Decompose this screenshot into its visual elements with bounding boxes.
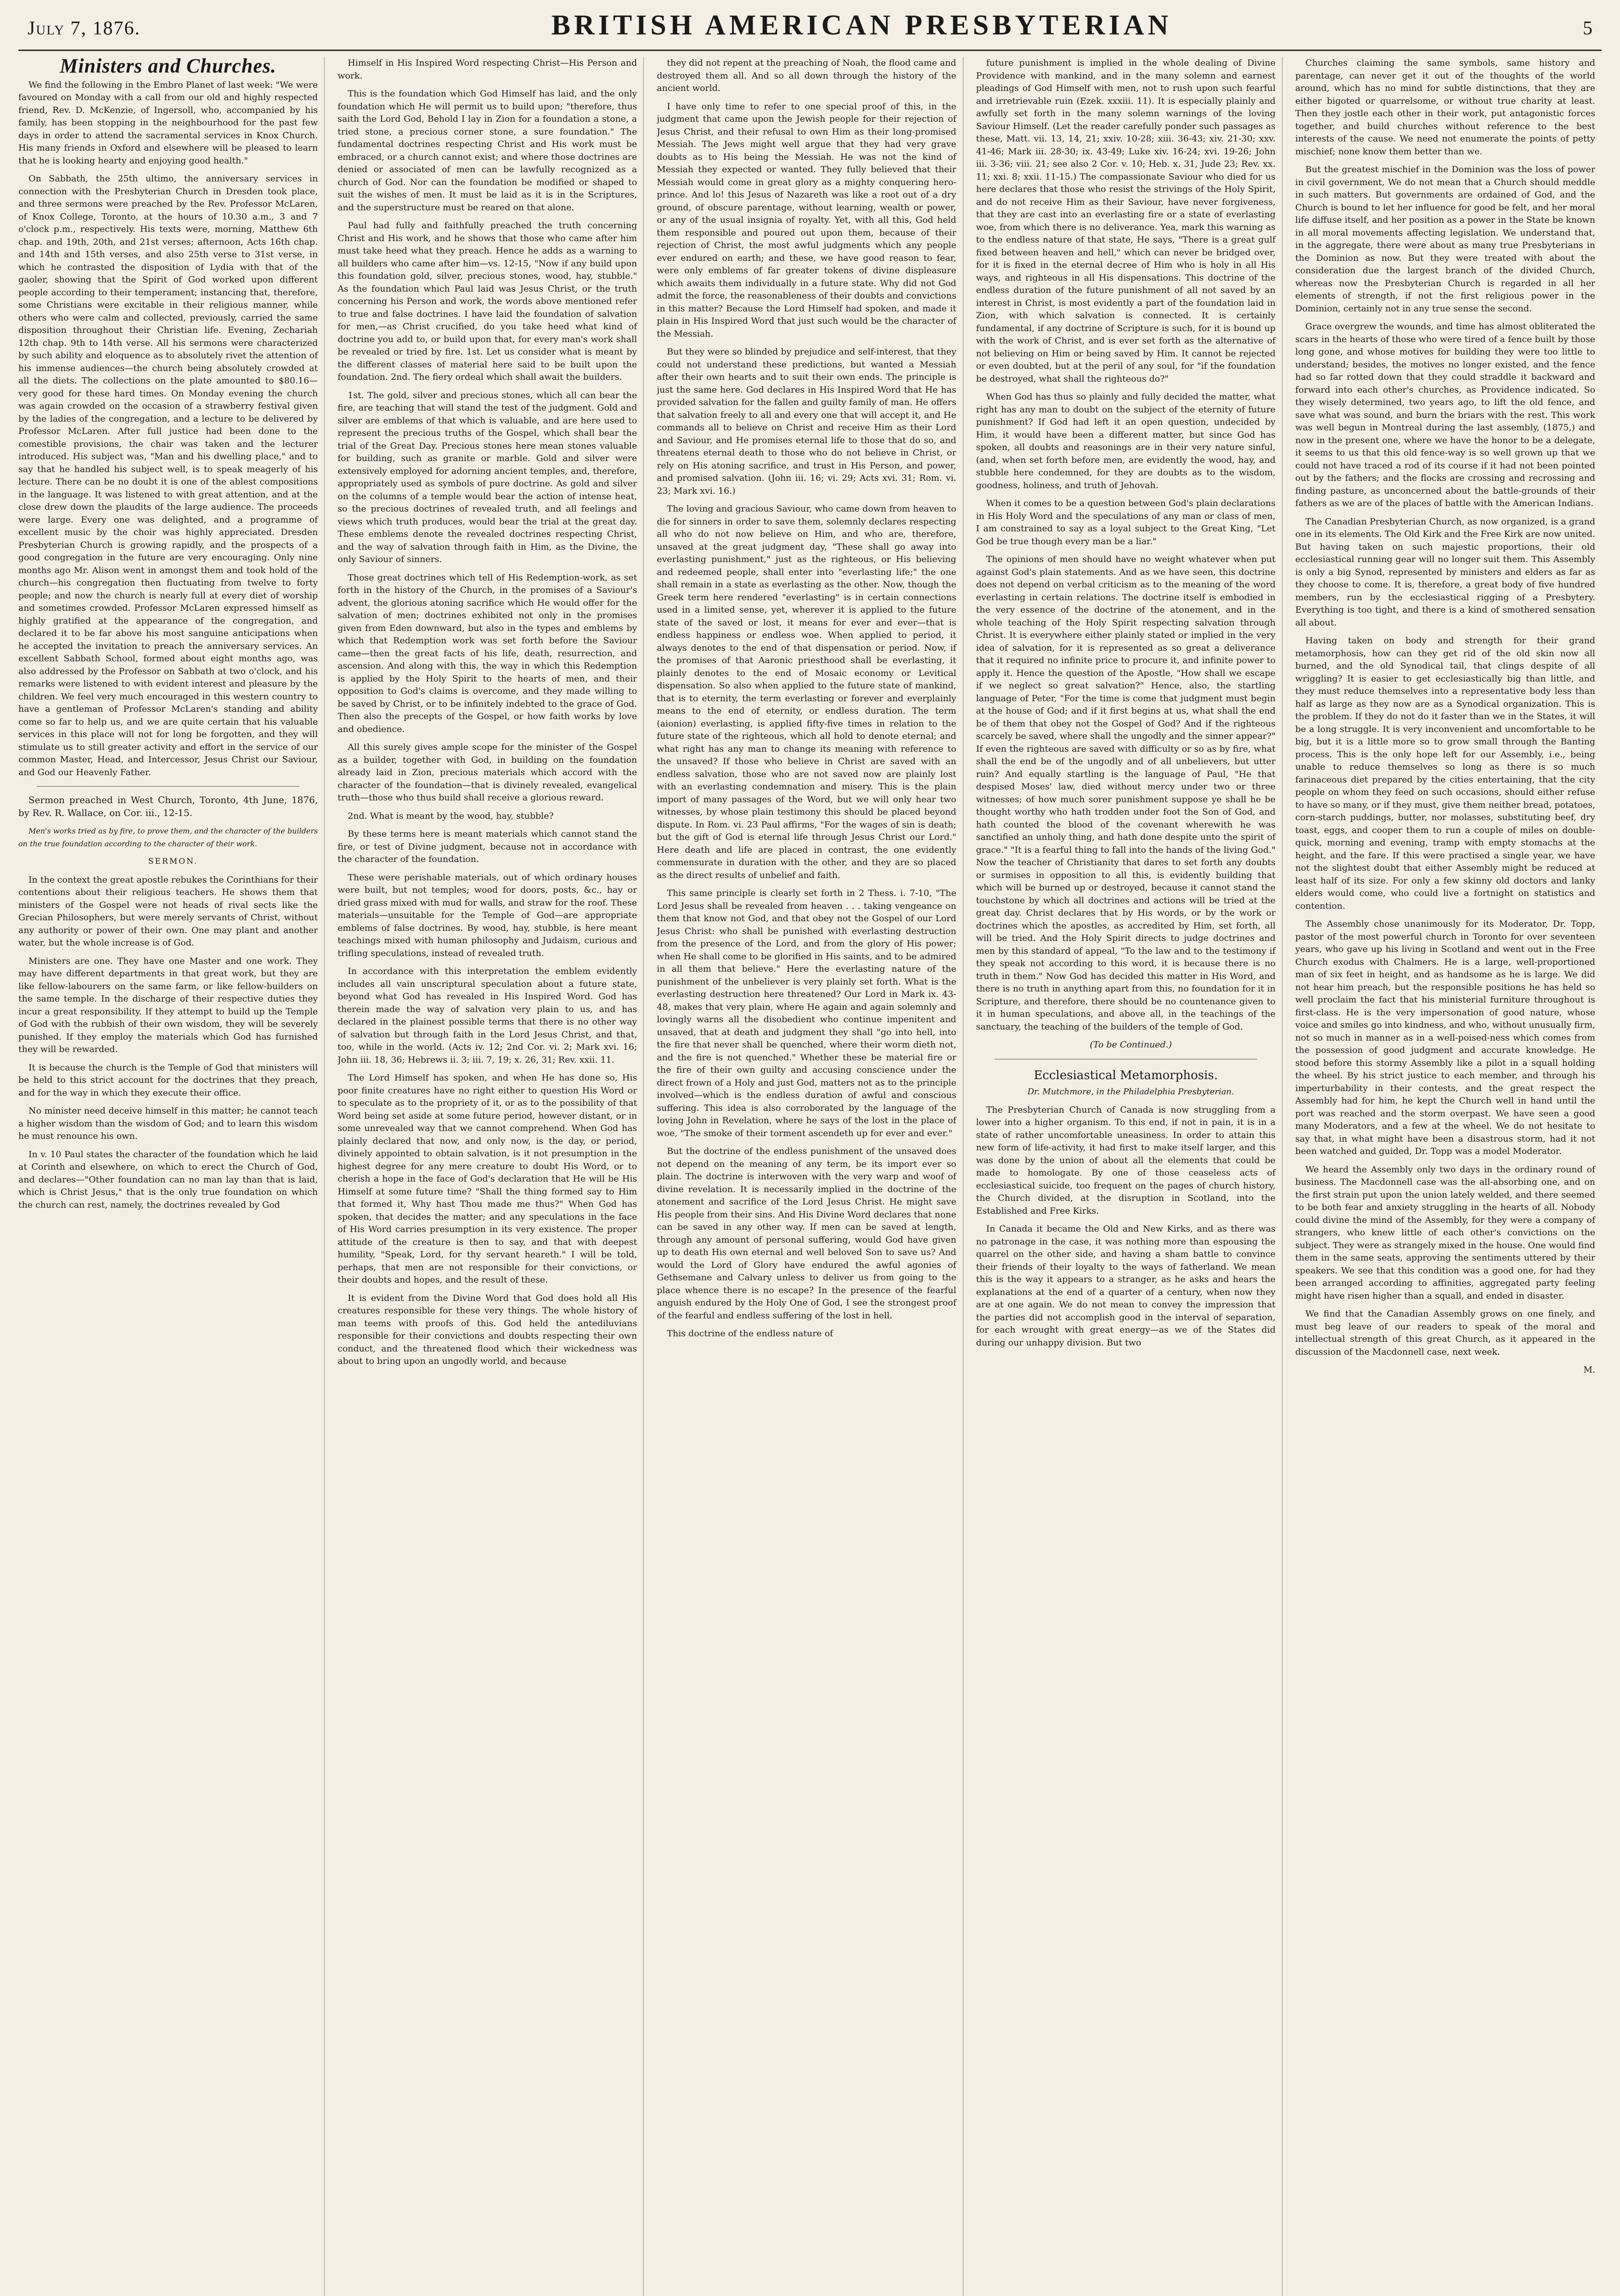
sermon-paragraph: This doctrine of the endless nature of [667,1328,833,1339]
sermon-paragraph: But the doctrine of the endless punishment of the unsaved does not depend on the meaning of any term, be its import ever so plain. The doctrine is interwoven with the very warp and woof of divine revelation. It is necessarily implied in the doctrine of the atonement and sacrifice of the Lord Jesus Christ. He might save His people from their sins. And His Divine Word declares that none can be saved in any other way. If men can be saved at length, through any amount of personal suffering, would God have given up to death His own eternal and well beloved Son to save us? And would the Lord of Glory have endured the awful agonies of Gethsemane and Calvary unless to deliver us from going to the place whence there is no escape? In the presence of the fearful anguish endured by the Holy One of God, I see the strongest proof of the fearful and endless suffering of the lost in hell. [657,1146,956,1321]
column-3 [657,57,963,2296]
sermon-paragraph: In the context the great apostle rebukes the Corinthians for their contentions about their religious teachers. He shows them that ministers of the Gospel were not heads of rival sects like the Grecian Philosophers, but were merely servants of Christ, without any authority or power of their own. One may plant and another water, but the whole increase is of God. [18,874,318,948]
article-paragraph: We find that the Canadian Assembly grows on one finely, and must beg leave of our readers to speak of the moral and intellectual strength of this great Church, as it appeared in the discussion of the Macdonnell case, next week. [1295,1309,1595,1357]
sermon-paragraph: Ministers are one. They have one Master and one work. They may have different departments in that great work, but they are like fellow-labourers on the same farm, or like fellow-builders on the same temple. In the discharge of their respective duties they incur a great responsibility. If they attempt to build up the Temple of God with the rubbish of their own wisdom, they will be severely punished. If they employ the materials which God has furnished they will be rewarded. [18,956,318,1054]
sermon-paragraph: It is evident from the Divine Word that God does hold all His creatures responsible for these very things. The whole history of man teems with proofs of this. God held the antediluvians responsible for their convictions and doubts respecting their own conduct, and the threatened flood which their wickedness was about to bring upon an ungodly world, and because [338,1293,637,1366]
article-paragraph: We heard the Assembly only two days in the ordinary round of business. The Macdonnell case was the all-absorbing one, and on the first strain put upon the union lately welded, and there seemed to be both fear and anxiety struggling in the hearts of all. Nobody could divine the mind of the Assembly, for they were a company of strangers, who knew little of each other's convictions on the subject. They were as strangely mixed in the house. One would find them in the same seats, approving the sentiments uttered by their speakers. We see that this condition was a good one, for had they been arranged according to affinities, aggregated party feeling might have risen higher than a squall, and ended in disaster. [1295,1164,1595,1301]
sermon-paragraph: It is because the church is the Temple of God that ministers will be held to this strict account for the doctrines that they preach, and for the way in which they execute their office. [18,1062,318,1098]
sermon-paragraph: This is the foundation which God Himself has laid, and the only foundation which He will permit us to build upon; "therefore, thus saith the Lord God, Behold I lay in Zion for a foundation a stone, a tried stone, a precious corner stone, a sure foundation." The fundamental doctrines respecting Christ and His work must be embraced, or a church cannot exist; and where those doctrines are denied or associated of men can be lawfully recognized as a church of God. Nor can the foundation be modified or shaped to suit the wishes of men. It must be laid as it is in the Scriptures, and the superstructure must be reared on that alone. [338,89,637,213]
sermon-paragraph: The loving and gracious Saviour, who came down from heaven to die for sinners in order to save them, solemnly declares respecting all who do not now believe on Him, and who are, therefore, unsaved at the great judgment day, "These shall go away into everlasting punishment," just as the righteous, or His believing and redeemed people, shall enter into "everlasting life;" the one shall remain in a state as everlasting as the other. Now, though the Greek term here rendered "everlasting" is in certain connections used in a limited sense, yet, wherever it is applied to the future state of the saved or lost, it means for ever and ever—that is endless happiness or endless woe. When applied to period, it always denotes to the end of that dispensation or period. Now, if the promises of that Aaronic priesthood shall be everlasting, it plainly denotes to the end of Mosaic economy or Levitical dispensation. So also when applied to the future state of mankind, that is to eternity, the term everlasting or forever and everplainly means to the end of eternity, or endless duration. The term (aionion) everlasting, is applied fifty-five times in relation to the future state of the righteous, which all hold to denote eternal; and what right has any man to change its meaning with reference to the unsaved? If those who believe in Christ are saved with an endless salvation, those who are not saved now are plainly lost with an everlasting condemnation and misery. This is the plain import of many passages of the Word, but we will only hear two witnesses, by whose plain testimony this should be placed beyond dispute. In Rom. vi. 23 Paul affirms, "For the wages of sin is death; but the gift of God is eternal life through Jesus Christ our Lord." Here death and life are placed in contrast, the one evidently commensurate in duration with the other, and they are so placed as the direct results of unbelief and faith. [657,504,956,880]
masthead-rule [18,50,1602,51]
sermon-paragraph: In v. 10 Paul states the character of the foundation which he laid at Corinth and elsewhere, on which to erect the Church of God, and declares—"Other foundation can no man lay than that is laid, which is Christ Jesus," that is the only true foundation on which the church can rest, namely, the doctrines revealed by God [18,1149,318,1210]
sermon-paragraph: By these terms here is meant materials which cannot stand the fire, or test of Divine judgment, because not in accordance with the character of the foundation. [338,829,637,864]
article-paragraph: But the greatest mischief in the Dominion was the loss of power in civil government, We do not mean that a Church should meddle in such matters. But governments are ordained of God, and the Church is bound to let her influence for good be felt, and her moral life diffuse itself, and her position as a power in the State be known in all moral movements affecting legislation. We understand that, in the aggregate, there were about as many true Presbyterians in the Dominion as now. But they were treated with about the consideration due the largest branch of the divided Church, whereas now the Presbyterian Church is regarded in all her elements of strength, if not the first religious power in the Dominion, certainly not in any true sense the second. [1295,164,1595,314]
article-paragraph: Churches claiming the same symbols, same history and parentage, can never get it out of the thoughts of the world around, which has no mind for subtle distinctions, that they are either bigoted or quarrelsome, or without true charity at least. Then they jostle each other in their work, put antagonistic forces together, and build churches without reference to the best interests of the cause. We need not enumerate the points of petty mischief; none know them better than we. [1295,58,1595,157]
article-paragraph: Having taken on body and strength for their grand metamorphosis, how can they get rid of the old skin now all burned, and the old Synodical tail, that clings despite of all wriggling? It is easier to get ecclesiastically big than little, and they must reduce themselves into a representative body less than half as large as they now are as a Synodical organization. This is the problem. If they do not do it faster than we in the States, it will be a long struggle. It is very inconvenient and uncomfortable to be big, but it is a little more so to grow small through the Banting process. This is the only hope left for our Assembly, i.e., being unable to reduce themselves so long as there is so much farinaceous diet prepared by the cities entertaining, that the city people on whom they feed on such occasions, should either refuse to have so many, or if they must, give them neither bread, potatoes, corn-starch puddings, butter, nor molasses, substituting beef, dry toast, eggs, and cooper them to run a couple of miles on double-quick, morning and evening, tramp with empty stomachs at the height, and the fare. If this were practised a single year, we have not the slightest doubt that either Assembly might be reduced at least half of its size. For only a few skinny old doctors and lanky elders would come, who could live a fortnight on statistics and contention. [1295,636,1595,911]
sermon-paragraph: This same principle is clearly set forth in 2 Thess. i. 7-10, "The Lord Jesus shall be revealed from heaven . . . taking vengeance on them that know not God, and that obey not the Gospel of our Lord Jesus Christ: who shall be punished with everlasting destruction from the presence of the Lord, and from the glory of His power; when He shall come to be glorified in His saints, and to be admired in all them that believe." Here the everlasting nature of the punishment of the unbeliever is very plainly set forth. What is the everlasting destruction here threatened? Our Lord in Mark ix. 43-48, makes that very plain, where He again and again solemnly and lovingly warns all the disobedient who continue impenitent and unsaved, that at death and judgment they shall "go into hell, into the fire that never shall be quenched, where their worm dieth not, and the fire is not quenched." Whether these be material fire or the fire of their own guilty and accusing conscience under the direct frown of a Holy and just God, matters not as to the principle involved—which is the endless duration of awful and conscious suffering. This idea is also corroborated by the language of the loving John in Revelation, where he says of the lost in the place of woe, "The smoke of their torment ascendeth up for ever and ever." [657,888,956,1138]
sermon-paragraph: future punishment is implied in the whole dealing of Divine Providence with mankind, and in the many solemn and earnest pleadings of God Himself with men, not to rush upon such fearful and irretrievable ruin (Ezek. xxxiii. 11). It is especially plainly and awfully set forth in the many solemn warnings of the loving Saviour Himself. (Let the reader carefully ponder such passages as these, Matt. vii. 13, 14, 21; xxiv. 10-28; xiii. 36-43; xiv. 21-30; xxv. 41-46; Mark iii. 28-30; ix. 43-49; Luke xiv. 16-24; xvi. 19-26; John iii. 3-36; viii. 21; see also 2 Cor. v. 10; Heb. x. 31, Jude 23; Rev. xx. 11; xxi. 8; xxii. 11-15.) The compassionate Saviour who died for us here declares that those who resist the strivings of the Holy Spirit, and do not receive Him as their Saviour, have never forgiveness, that they are cast into an everlasting fire or a state of everlasting woe, from which there is no deliverance. Yea, mark this warning as to the endless nature of that state, He says, "There is a great gulf fixed between heaven and hell," which can never be bridged over, for it is fixed in the eternal decree of Him who is holy in all His ways, and righteous in all His dispensations. This doctrine of the endless duration of the future punishment of all not saved by an interest in Christ, is most evidently a part of the foundation laid in Zion, with which salvation is connected. It is certainly fundamental, if any doctrine of Scripture is such, for it is bound up with the work of Christ, and is ever set forth as the alternative of not believing on Him or being saved by Him. It cannot be rejected or even doubted, but at the peril of any soul, for "if the foundation be destroyed, what shall the righteous do?" [976,58,1276,384]
sermon-paragraph: When God has thus so plainly and fully decided the matter, what right has any man to doubt on the subject of the eternity of future punishment? If God had left it an open question, undecided by Him, it would have been a different matter, but since God has spoken, all doubts and reasonings are in their very nature sinful, (and, when set forth before men, are evidently the wood, hay, and stubble here condemned, for they are doubts as to the wisdom, goodness, holiness, and truth of Jehovah. [976,392,1276,490]
sermon-paragraph: Paul had fully and faithfully preached the truth concerning Christ and His work, and he shows that those who came after him must take heed what they preach. Hence he adds as a warning to all builders who came after him—vs. 12-15, "Now if any build upon this foundation gold, silver, precious stones, wood, hay, stubble." As the foundation which Paul laid was Jesus Christ, or the truth concerning his Person and work, the words above mentioned refer to true and false doctrines. I have laid the foundation of salvation for men,—as Christ crucified, do you take heed what kind of doctrine you add to, or build upon that, for every man's work shall be revealed or tried by fire. 1st. Let us consider what is meant by the different classes of material here said to be built upon the foundation. 2nd. The fiery ordeal which shall await the builders. [338,220,637,382]
sermon-paragraph: The Lord Himself has spoken, and when He has done so, His poor finite creatures have no right either to question His Word or to speculate as to the propriety of it, or as to the possibility of that Word being set aside at some future period, however distant, or in some unrevealed way that we cannot comprehend. When God has plainly declared that now, and only now, is the day, or period, divinely appointed to obtain salvation, is it not presumption in the highest degree for any mere creature to doubt His Word, or to cherish a hope in the face of God's declaration that He will be His Himself at some future time? "Shall the thing formed say to Him that formed it, Why hast Thou made me thus?" When God has spoken, that decides the matter; and any speculations in the face of His Word carries presumption in its very existence. The proper attitude of the creature is then to say, and that with deepest humility, "Speak, Lord, for thy servant heareth." I will be told, perhaps, that men are not responsible for their convictions, or their doubts and hopes, and the result of these. [338,1073,637,1285]
paper-title: BRITISH AMERICAN PRESBYTERIAN [551,10,1172,41]
masthead [28,9,1592,46]
sermon-paragraph: When it comes to be a question between God's plain declarations in His Holy Word and the speculations of any man or class of men, I am constrained to say as a loyal subject to the Great King, "Let God be true though every man be a liar." [976,498,1276,546]
column-divider [37,786,299,787]
sermon-paragraph: The opinions of men should have no weight whatever when put against God's plain statements. And as we have seen, this doctrine does not depend on verbal criticism as to the meaning of the word everlasting in certain relations. The doctrine itself is embodied in the very essence of the doctrine of the atonement, and in the whole teaching of the Holy Spirit respecting salvation through Christ. It is everywhere either plainly stated or implied in the very idea of salvation, for it is represented as so great a deliverance that it required no infinite price to procure it, and infinite power to apply it. Hence the question of the Apostle, "How shall we escape if we neglect so great salvation?" Hence, also, the startling language of Peter, "For the time is come that judgment must begin at the house of God; and if it first begins at us, what shall the end be of them that obey not the Gospel of God? And if the righteous scarcely be saved, where shall the ungodly and the sinner appear?" If even the righteous are saved with difficulty or so as by fire, what shall the end be of the ungodly and of all unbelievers, but utter ruin? And equally startling is the language of Paul, "He that despised Moses' law, died without mercy under two or three witnesses; of how much sorer punishment suppose ye shall he be thought worthy who hath trodden under foot the Son of God, and hath counted the blood of the covenant wherewith he was sanctified an unholy thing, and hath done despite unto the spirit of grace." "It is a fearful thing to fall into the hands of the living God." Now the teacher of Christianity that dares to set forth any doubts or surmises in opposition to all this, is evidently building that which will be burned up or destroyed, because it cannot stand the touchstone by which all doctrines and actions will be tried at the great day. Christ declares that by His words, or by the work or doctrines which the apostles, as accredited by Him, set forth, all will be tried. And the Holy Spirit directs to judge doctrines and men by this standard of appeal, "To the law and to the testimony if they speak not according to this word, it is because there is no truth in them." Now God has decided this matter in His Word, and there is no truth in anything apart from this, no foundation for it in Scripture, and therefore, there should be no countenance given to it in human speculations, and above all, in the teachings of the sanctuary, the teaching of the builders of the temple of God. [976,554,1276,1032]
columns [18,57,1602,2296]
sermon-paragraph: In accordance with this interpretation the emblem evidently includes all vain unscriptural speculation about a future state, beyond what God has revealed in His Inspired Word. God has therein made the way of salvation very plain to us, and has declared in the plainest possible terms that there is no other way of salvation but through faith in the Lord Jesus Christ, and that, too, while in the world. (Acts iv. 12; 2nd Cor. vi. 2; Mark xvi. 16; John iii. 18, 36; Hebrews ii. 3; iii. 7, 19; x. 26, 31; Rev. xxii. 11. [338,966,637,1065]
to-be-continued: (To be Continued.) [1090,1040,1172,1050]
sermon-intro: Sermon preached in West Church, Toronto, 4th June, 1876, by Rev. R. Wallace, on Cor. iii., 12-15. [18,794,318,818]
issue-date: July 7, 1876. [28,18,141,39]
sermon-paragraph: I have only time to refer to one special proof of this, in the judgment that came upon the Jewish people for their rejection of Jesus Christ, and their refusal to own Him as their long-promised Messiah. The Jews might well argue that they had very grave doubts as to His being the Messiah. He was not the kind of Messiah they expected or wanted. They fully believed that their Messiah would come in great glory as a mighty conquering hero-prince. And lo! this Jesus of Nazareth was like a root out of a dry ground, of obscure parentage, without learning, wealth or power, or any of the usual insignia of royalty. Yet, with all this, God held them responsible and poured out upon them, because of their rejection of Christ, the most awful judgments which any people ever endured on earth; and these, we have good reason to fear, were only emblems of far greater tokens of divine displeasure which awaits them individually in a future state. Why did not God admit the force, the reasonableness of their doubts and convictions in this matter? Because the Lord Himself had spoken, and made it plain in His Inspired Word that just such would be the character of the Messiah. [657,101,956,339]
column-2 [338,57,644,2296]
news-paragraph: On Sabbath, the 25th ultimo, the anniversary services in connection with the Presbyterian Church in Dresden took place, and three sermons were preached by the Rev. Professor McLaren, of Knox College, Toronto, at the hours of 10.30 a.m., 3 and 7 o'clock p.m., respectively. His texts were, morning, Matthew 6th chap. and 19th, 20th, and 21st verses; afternoon, Acts 16th chap. and 14th and 15th verses, and also 25th verse to 31st verse, in which he contrasted the disposition of Lydia with that of the gaoler, showing that the Spirit of God worked upon different people according to their temperament; instancing that, therefore, some Christians were excitable in their religious manner, while others who were calm and collected, previously, carried the same disposition throughout their Christian life. Evening, Zechariah 12th chap. 9th to 14th verse. All his sermons were characterized by such ability and eloquence as to absolutely rivet the attention of his immense audiences—the church being absolutely crowded at all the diets. The collections on the plate amounted to $80.16—very good for these hard times. On Monday evening the church was again crowded on the occasion of a strawberry festival given by the ladies of the congregation, and a lecture to be delivered by Professor McLaren. After full justice had been done to the comestible provisions, the chair was taken and the lecturer introduced. His subject was, "Man and his dwelling place," and to say that he handled his subject well, is to speak meagerly of his lecture. There can be no doubt it is one of the ablest compositions in the language. It was listened to with great attention, and at the close drew down the plaudits of the large audience. The proceeds were large. Every one was delighted, and a programme of excellent music by the choir was highly appreciated. Dresden Presbyterian Church is growing rapidly, and the prospects of a good congregation in the future are very encouraging. Only nine months ago Mr. Alison went in amongst them and took hold of the church—his congregation then fluctuating from twelve to forty people; and now the church is nearly full at every diet of worship and sometimes crowded. Professor McLaren expressed himself as highly gratified at the appearance of the congregation, and declared it to be far above his most sanguine anticipations when he accepted the invitation to preach the anniversary services. An excellent Sabbath School, formed about eight months ago, was also addressed by the Professor on Sabbath at two o'clock, and his remarks were listened to with evident interest and pleasure by the children. We feel very much encouraged in this western country to have a gentleman of Professor McLaren's standing and ability come so far to help us, and we are quite certain that his valuable services in this place will not for long be forgotten, and they will stimulate us to still greater activity and effort in the service of our common Master, Head, and Intercessor, Jesus Christ our Saviour, and God our Heavenly Father. [18,174,318,777]
sermon-label: SERMON. [148,857,198,866]
article-title: Ecclesiastical Metamorphosis. [1034,1068,1218,1082]
sermon-paragraph: they did not repent at the preaching of Noah, the flood came and destroyed them all. And so all down through the history of the ancient world. [657,58,956,93]
sermon-note: Men's works tried as by fire, to prove them, and the character of the builders on the true foundation according to the character of their work. [18,827,318,848]
page-number: 5 [1583,18,1592,39]
article-signoff: M. [1583,1365,1595,1375]
article-paragraph: The Presbyterian Church of Canada is now struggling from a lower into a higher organism. To this end, if not in pain, it is in a state of rather uncomfortable uneasiness. In order to attain this new form of life-activity, it had first to make itself larger, and this was done by the union of about all the elements that could be made to homologate. By one of those ceaseless acts of ecclesiastical suicide, too frequent on the pages of church history, the Church divided, at the disruption in Scotland, into the Established and Free Kirks. [976,1104,1276,1216]
article-paragraph: In Canada it became the Old and New Kirks, and as there was no patronage in the case, it was nothing more than espousing the quarrel on the other side, and having a sham battle to convince their friends of their loyalty to the ways of fatherland. We mean this is the way it appears to a stranger, as he asks and hears the explanations at the end of a quarter of a century, when now they are at one again. We do not mean to convey the impression that the parties did not accomplish good in the interval of separation, for each wrought with great energy—as we of the States did during our unhappy division. But two [976,1224,1276,1348]
article-paragraph: The Assembly chose unanimously for its Moderator, Dr. Topp, pastor of the most powerful church in Toronto for over seventeen years, who gave up his living in Scotland and went out in the Free Church exodus with Chalmers. He is a large, well-proportioned man of six feet in height, and as handsome as he is large. We did not hear him preach, but the responsible positions he has held so well proclaim the fact that his ministerial furniture throughout is first-class. He is the very impersonation of good nature, whose voice and smiles go into kindness, and who, without unusually firm, not so much in manner as in a well-poised-ness which comes from the possession of good judgment and accurate knowledge. He stood before this stormy Assembly like a pilot in a squall holding the wheel. By his strict justice to each member, and through his imperturbability in their contests, and the great respect the Assembly had for him, he kept the Church well in hand until the port was reached and the storm overpast. We have seen a good many Moderators, and a few at the wheel. We do not hesitate to say that, in what might have been a disastrous storm, had it not been watched and guided, Dr. Topp was a model Moderator. [1295,919,1595,1156]
article-paragraph: The Canadian Presbyterian Church, as now organized, is a grand one in its elements. The Old Kirk and the Free Kirk are now united. But having taken on such majestic proportions, their old ecclesiastical running gear will no longer suit them. This Assembly is only a big Synod, represented by ministers and elders as far as they choose to come. It is, therefore, a great body of five hundred members, run by the ecclesiastical rigging of a Presbytery. Everything is too tight, and there is a kind of smothered sensation all about. [1295,516,1595,628]
sermon-paragraph: But they were so blinded by prejudice and self-interest, that they could not understand these predictions, but wanted a Messiah after their own hearts and to suit their own ends. The principle is just the same here. God declares in His Inspired Word that He has provided salvation for the fallen and guilty family of man. He offers that salvation freely to all and every one that will accept it, and He commands all to believe on Christ and receive Him as their Lord and Saviour, and He promises eternal life to those that do so, and threatens eternal death to those who do not believe in Christ, or rely on His atoning sacrifice, and trust in His Person, and power, and promised salvation. (John iii. 16; vi. 29; Acts xvi. 31; Rom. vi. 23; Mark xvi. 16.) [657,347,956,496]
sermon-paragraph: No minister need deceive himself in this matter; he cannot teach a higher wisdom than the wisdom of God; and to learn this wisdom he must renounce his own. [18,1106,318,1141]
column-4 [976,57,1282,2296]
sermon-paragraph: 2nd. What is meant by the wood, hay, stubble? [348,810,554,821]
news-paragraph: We find the following in the Embro Planet of last week: "We were favoured on Monday with a call from our old and highly respected friend, Rev. D. McKenzie, of Ingersoll, who, accompanied by his family, has been stopping in the neighbourhood for the past few days in order to attend the sacramental services in Knox Church. His many friends in Oxford and elsewhere will be pleased to learn that he is looking hearty and enjoying good health." [18,79,318,166]
column-5 [1295,57,1602,2296]
sermon-paragraph: These were perishable materials, out of which ordinary houses were built, but not temples; wood for doors, posts, &c., hay or dried grass mixed with mud for walls, and straw for the roof. These materials—unsuitable for the Temple of God—are appropriate emblems of false doctrines. By wood, hay, stubble, is here meant teachings mixed with human philosophy and Judaism, curious and trifling speculations, instead of revealed truth. [338,872,637,958]
sermon-paragraph: Those great doctrines which tell of His Redemption-work, as set forth in the history of the Church, in the promises of a Saviour's advent, the glorious atoning sacrifice which He would offer for the salvation of men; doctrines exhibited not only in the promises given from Eden downward, but also in the types and emblems by which that Redemption work was set forth before the Saviour came—then the great facts of his life, death, resurrection, and ascension. And along with this, the way in which this Redemption is applied by the Holy Spirit to the hearts of men, and their opposition to God's claims is overcome, and they made willing to be saved by Christ, or to be infinitely indebted to the grace of God. Then also the precepts of the Gospel, or how faith works by love and obedience. [338,572,637,734]
article-byline: Dr. Mutchmore, in the Philadelphia Presbyterian. [1027,1087,1234,1097]
section-heading: Ministers and Churches. [60,57,276,77]
sermon-paragraph: Himself in His Inspired Word respecting Christ—His Person and work. [338,58,637,81]
column-1 [18,57,325,2296]
article-paragraph: Grace overgrew the wounds, and time has almost obliterated the scars in the hearts of those who were tired of a fence built by those long gone, and whose motives for building they were too little to understand; besides, the motives no longer existed, and the fence had so far rotted down that they could straddle it backward and forward into each other's churches, as Providence indicated. So they wisely determined, two years ago, to lift the old fence, and save what was sound, and burn the briars with the rest. This work was well begun in Montreal during the last assembly, (1875,) and now in the present one, where we have the honor to be a delegate, it seems to us that this old fence-way is so well grown up that we could not have traced a rod of its course if it had not been pointed out by the fathers; and the flocks are crossing and recrossing and finding pasture, as unconcerned about the battle-grounds of their fathers as we are of the places of battle with the American Indians. [1295,321,1595,508]
sermon-paragraph: 1st. The gold, silver and precious stones, which all can bear the fire, are teaching that will stand the test of the judgment. Gold and silver are emblems of that which is valuable, and are here used to represent the precious truths of the Gospel, which shall bear the trial of the Great Day. Precious stones here mean stones valuable for building, such as granite or marble. Gold and silver were extensively employed for adorning ancient temples, and, therefore, appropriately used as symbols of pure doctrine. As gold and silver on the columns of a temple would bear the action of intense heat, so the precious doctrines of revealed truth, and all feelings and views which truth produces, would bear the trial at the great day. These emblems denote the revealed doctrines respecting Christ, and the way of salvation through faith in Him, as the Divine, the only Saviour of sinners. [338,390,637,564]
sermon-paragraph: All this surely gives ample scope for the minister of the Gospel as a builder, together with God, in building on the foundation already laid in Zion, precious materials which accord with the character of the foundation—that is divinely revealed, evangelical truth—those who thus build shall receive a glorious reward. [338,742,637,803]
